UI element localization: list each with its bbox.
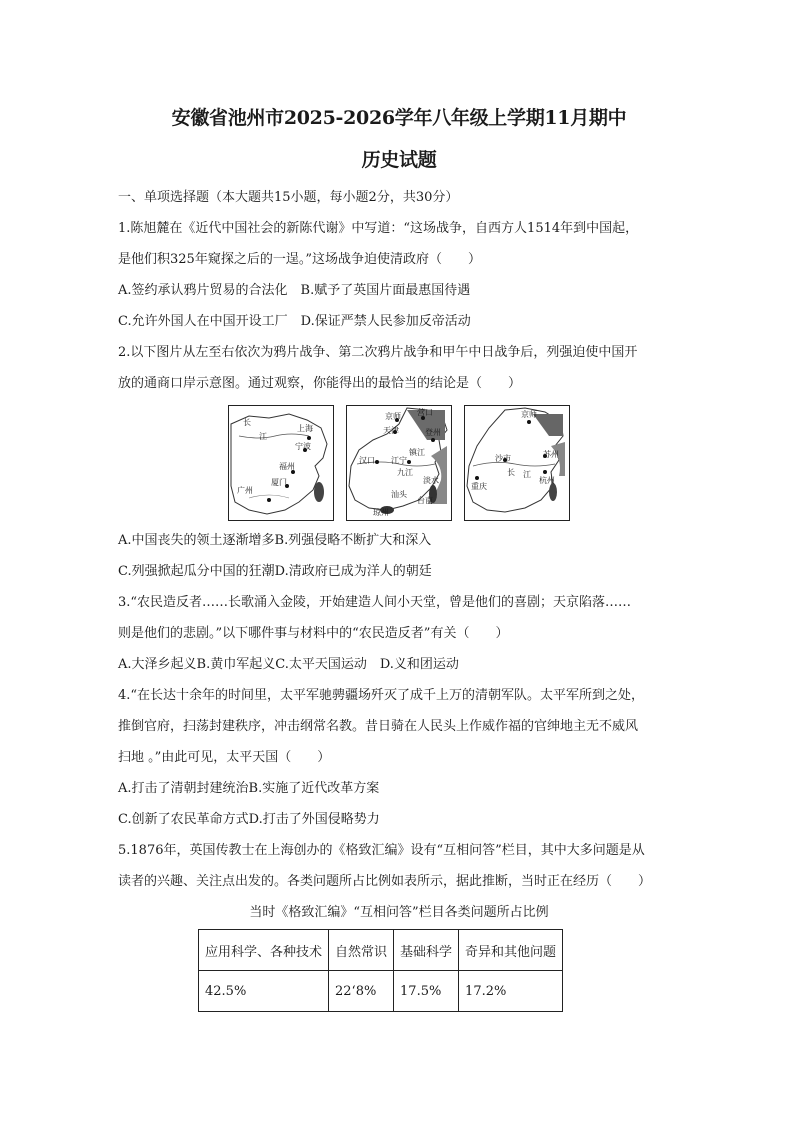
question-4-options-ab: A.打击了清朝封建统治B.实施了近代改革方案	[118, 781, 380, 796]
map3-label-jingshi: 京师	[521, 410, 537, 419]
question-4-stem-end: 扫地 。”由此可见，太平天国（ ）	[118, 750, 331, 765]
map2-label-qiongzhou: 琼州	[373, 508, 389, 517]
section-heading: 一、单项选择题（本大题共15小题，每小题2分，共30分）	[118, 190, 459, 205]
question-3-options: A.大泽乡起义B.黄巾军起义C.太平天国运动 D.义和团运动	[118, 657, 459, 672]
map2-label-jiangning: 江宁	[391, 456, 407, 465]
question-2-options-ab: A.中国丧失的领土逐渐增多B.列强侵略不断扩大和深入	[118, 533, 432, 548]
map3-label-jiang: 江	[523, 470, 531, 479]
table-cell: 42.5%	[199, 971, 329, 1012]
map3-label-hangzhou: 杭州	[539, 476, 555, 485]
map-opium-war	[228, 405, 334, 521]
map2-label-jiujiang: 九江	[397, 468, 413, 477]
map1-label-fuzhou: 福州	[279, 462, 295, 471]
table-caption: 当时《格致汇编》“互相问答”栏目各类问题所占比例	[249, 905, 549, 920]
map2-label-jingshi: 京师	[385, 412, 401, 421]
question-2-options-cd: C.列强掀起瓜分中国的狂潮D.清政府已成为洋人的朝廷	[118, 564, 432, 579]
map3-label-chang: 长	[507, 468, 515, 477]
exam-subject: 历史试题	[361, 149, 437, 171]
question-1-options-ab: A.签约承认鸦片贸易的合法化 B.赋予了英国片面最惠国待遇	[118, 283, 471, 298]
question-3-stem: 3.“农民造反者……长歌涌入金陵，开始建造人间小天堂，曾是他们的喜剧；天京陷落……	[118, 595, 632, 610]
map1-label-shanghai: 上海	[297, 424, 313, 433]
map1-label-xiamen: 厦门	[271, 478, 287, 487]
exam-page	[118, 98, 680, 1012]
map2-label-tianjin: 天津	[383, 426, 399, 435]
map1-label-jiang: 江	[259, 432, 267, 441]
map2-label-dengzhou: 登州	[425, 428, 441, 437]
map3-label-chongqing: 重庆	[471, 482, 487, 491]
map-second-opium-war	[346, 405, 452, 521]
question-3-stem-cont: 则是他们的悲剧。”以下哪件事与材料中的“农民造反者”有关（ ）	[118, 626, 509, 641]
question-2-stem: 2.以下图片从左至右依次为鸦片战争、第二次鸦片战争和甲午中日战争后，列强迫使中国开	[118, 345, 638, 360]
question-1-options-cd: C.允许外国人在中国开设工厂 D.保证严禁人民参加反帝活动	[118, 314, 471, 329]
map3-label-suzhou: 苏州	[543, 450, 559, 459]
table-header-cell: 自然常识	[329, 930, 394, 971]
map2-label-danshui: 淡水	[423, 476, 439, 485]
table-header-cell: 奇异和其他问题	[459, 930, 563, 971]
table-cell: 17.2%	[459, 971, 563, 1012]
map2-label-shantou: 汕头	[391, 490, 407, 499]
map-sino-japanese-war	[464, 405, 570, 521]
map2-label-yingkou: 营口	[417, 408, 433, 417]
table-cell: 17.5%	[394, 971, 459, 1012]
map2-label-zhenjiang: 镇江	[409, 448, 425, 457]
map2-label-hankou: 汉口	[359, 456, 375, 465]
map3-label-shashi: 沙市	[495, 454, 511, 463]
table-cell: 22‘8%	[329, 971, 394, 1012]
map2-label-tainan: 台南	[417, 496, 433, 505]
question-5-stem: 5.1876年，英国传教士在上海创办的《格致汇编》设有“互相问答”栏目，其中大多问题是从	[118, 843, 645, 858]
map1-label-chang: 长	[243, 418, 251, 427]
question-4-stem-cont: 推倒官府，扫荡封建秩序，冲击纲常名教。昔日骑在人民头上作威作福的官绅地主无不威风	[118, 719, 639, 734]
table-header-cell: 基础科学	[394, 930, 459, 971]
treaty-port-maps	[118, 405, 680, 521]
map1-label-guangzhou: 广州	[237, 486, 253, 495]
exam-title: 安徽省池州市2025-2026学年八年级上学期11月期中	[171, 107, 627, 129]
question-4-options-cd: C.创新了农民革命方式D.打击了外国侵略势力	[118, 812, 380, 827]
question-1-stem: 1.陈旭麓在《近代中国社会的新陈代谢》中写道：“这场战争，自西方人1514年到中国起，	[118, 221, 639, 236]
question-1-stem-cont: 是他们积325年窥探之后的一逞。”这场战争迫使清政府（ ）	[118, 252, 481, 267]
question-5-stem-cont: 读者的兴趣、关注点出发的。各类问题所占比例如表所示，据此推断，当时正在经历（ ）	[118, 874, 652, 889]
table-row	[199, 971, 563, 1012]
question-ratio-table	[198, 929, 563, 1012]
question-4-stem: 4.“在长达十余年的时间里，太平军驰骋疆场歼灭了成千上万的清朝军队。太平军所到之处，	[118, 688, 645, 703]
table-header-row	[199, 930, 563, 971]
table-header-cell: 应用科学、各种技术	[199, 930, 329, 971]
question-2-stem-cont: 放的通商口岸示意图。通过观察，你能得出的最恰当的结论是（ ）	[118, 376, 522, 391]
map1-label-ningbo: 宁波	[295, 442, 311, 451]
